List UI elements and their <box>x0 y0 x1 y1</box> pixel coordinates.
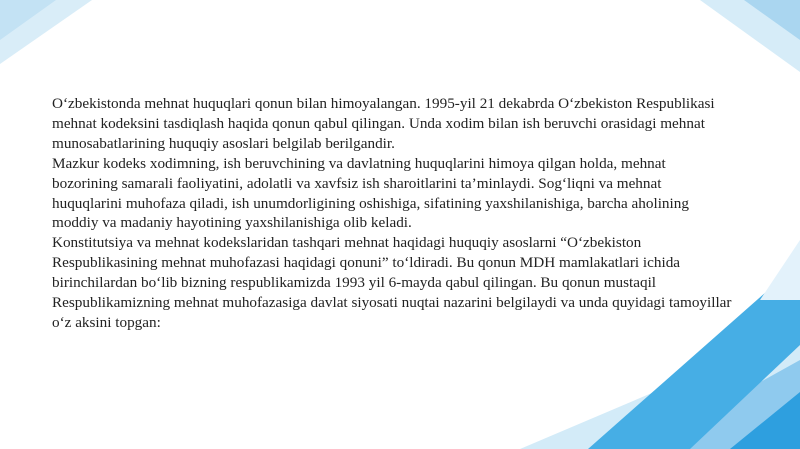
paragraph-1: O‘zbekistonda mehnat huquqlari qonun bilan himoyalangan. 1995-yil 21 dekabrda O‘zbekiston Respublikasi mehnat kodeksini tasdiqlash haqida qonun qabul qilingan. Unda xodim bilan ish beruvchi orasidagi mehnat munosabatlarining huquqiy asoslari belgilab berilgandir. <box>52 95 715 152</box>
paragraph-3: Konstitutsiya va mehnat kodekslaridan tashqari mehnat haqidagi huquqiy asoslarni “O‘zbekiston Respublikasining mehnat muhofazasi haqidagi qonuni” to‘ldiradi. Bu qonun MDH mamlakatlari ichida birinchilardan bo‘lib bizning respublikamizda 1993 yil 6-mayda qabul qilingan. Bu qonun mustaqil Respublikamizning mehnat muhofazasiga davlat siyosati nuqtai nazarini belgilaydi va unda quyidagi tamoyillar o‘z aksini topgan: <box>52 234 732 331</box>
slide-body-text <box>52 94 732 333</box>
paragraph-2: Mazkur kodeks xodimning, ish beruvchining va davlatning huquqlarini himoya qilgan holda, mehnat bozorining samarali faoliyatini, adolatli va xavfsiz ish sharoitlarini ta’minlaydi. Sog‘liqni va mehnat huquqlarini muhofaza qiladi, ish unumdorligining oshishiga, sifatining yaxshilanishiga, barcha aholining moddiy va madaniy hayotining yaxshilanishiga olib keladi. <box>52 154 689 232</box>
bottom-right-facet-pale <box>760 240 800 300</box>
